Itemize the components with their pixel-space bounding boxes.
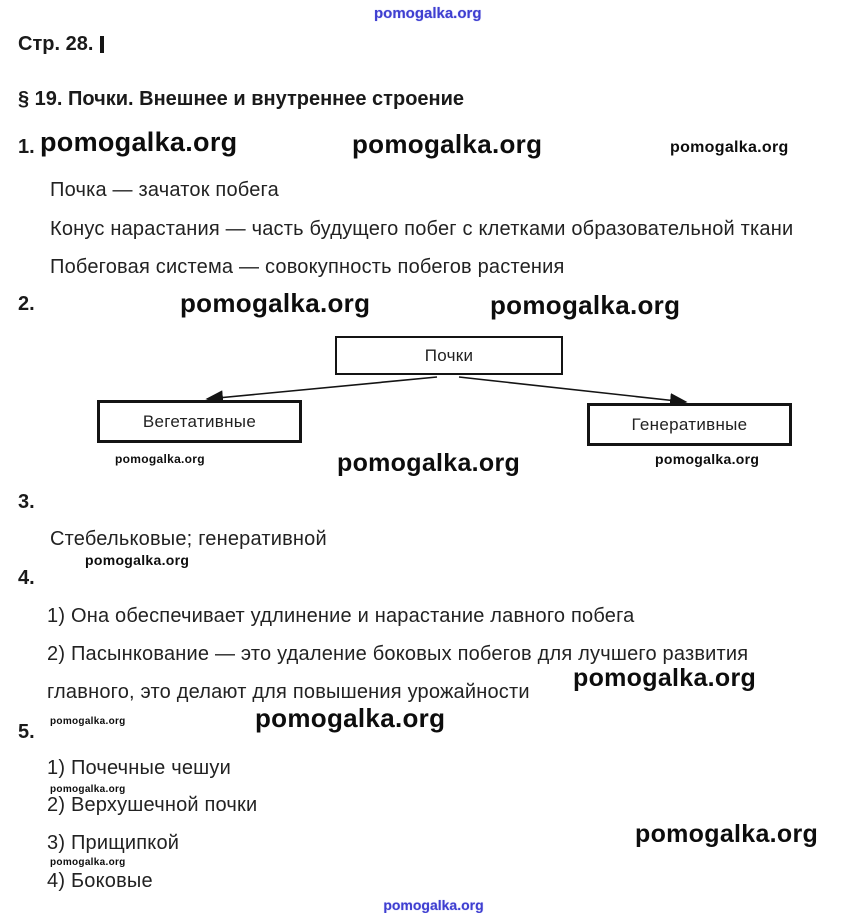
watermark-text: pomogalka.org bbox=[490, 290, 681, 320]
diagram-box-vegetative: Вегетативные bbox=[97, 400, 302, 443]
watermark-text: pomogalka.org bbox=[115, 452, 205, 466]
watermark-text: pomogalka.org bbox=[180, 288, 371, 318]
q4-answer-line-2: 2) Пасынкование — это удаление боковых побегов для лучшего развития bbox=[47, 643, 749, 665]
watermark-text: pomogalka.org bbox=[255, 703, 446, 733]
watermark-text: pomogalka.org bbox=[50, 857, 126, 868]
q5-answer-line-4: 4) Боковые bbox=[47, 870, 153, 892]
watermark-text: pomogalka.org bbox=[635, 820, 819, 848]
site-watermark-bottom: pomogalka.org bbox=[383, 897, 484, 913]
question-2-number: 2. bbox=[18, 293, 35, 315]
watermark-text: pomogalka.org bbox=[670, 139, 789, 156]
watermark-text: pomogalka.org bbox=[352, 129, 543, 159]
stray-mark bbox=[100, 36, 104, 53]
question-4-number: 4. bbox=[18, 567, 35, 589]
question-5-number: 5. bbox=[18, 721, 35, 743]
q5-answer-line-3: 3) Прищипкой bbox=[47, 832, 180, 854]
q5-answer-line-1: 1) Почечные чешуи bbox=[47, 757, 231, 779]
watermark-text: pomogalka.org bbox=[40, 127, 238, 157]
q1-answer-line-2: Конус нарастания — часть будущего побег с клетками образовательной ткани bbox=[50, 218, 794, 240]
diagram-box-buds: Почки bbox=[335, 336, 563, 375]
watermark-text: pomogalka.org bbox=[573, 664, 757, 692]
q3-answer-line-1: Стебельковые; генеративной bbox=[50, 528, 327, 550]
watermark-text: pomogalka.org bbox=[85, 552, 190, 568]
page-number-label: Стр. 28. bbox=[18, 33, 94, 55]
q4-answer-line-3: главного, это делают для повышения урожайности bbox=[47, 681, 530, 703]
watermark-text: pomogalka.org bbox=[50, 784, 126, 795]
watermark-text: pomogalka.org bbox=[50, 716, 126, 727]
question-3-number: 3. bbox=[18, 491, 35, 513]
q5-answer-line-2: 2) Верхушечной почки bbox=[47, 794, 258, 816]
q4-answer-line-1: 1) Она обеспечивает удлинение и нарастание лавного побега bbox=[47, 605, 635, 627]
diagram-box-generative: Генеративные bbox=[587, 403, 792, 446]
watermark-text: pomogalka.org bbox=[337, 449, 521, 477]
watermark-text: pomogalka.org bbox=[655, 451, 760, 467]
site-watermark-top: pomogalka.org bbox=[374, 5, 482, 22]
section-heading: § 19. Почки. Внешнее и внутреннее строение bbox=[18, 88, 465, 110]
q1-answer-line-1: Почка — зачаток побега bbox=[50, 179, 279, 201]
q1-answer-line-3: Побеговая система — совокупность побегов растения bbox=[50, 256, 565, 278]
question-1-number: 1. bbox=[18, 136, 35, 158]
